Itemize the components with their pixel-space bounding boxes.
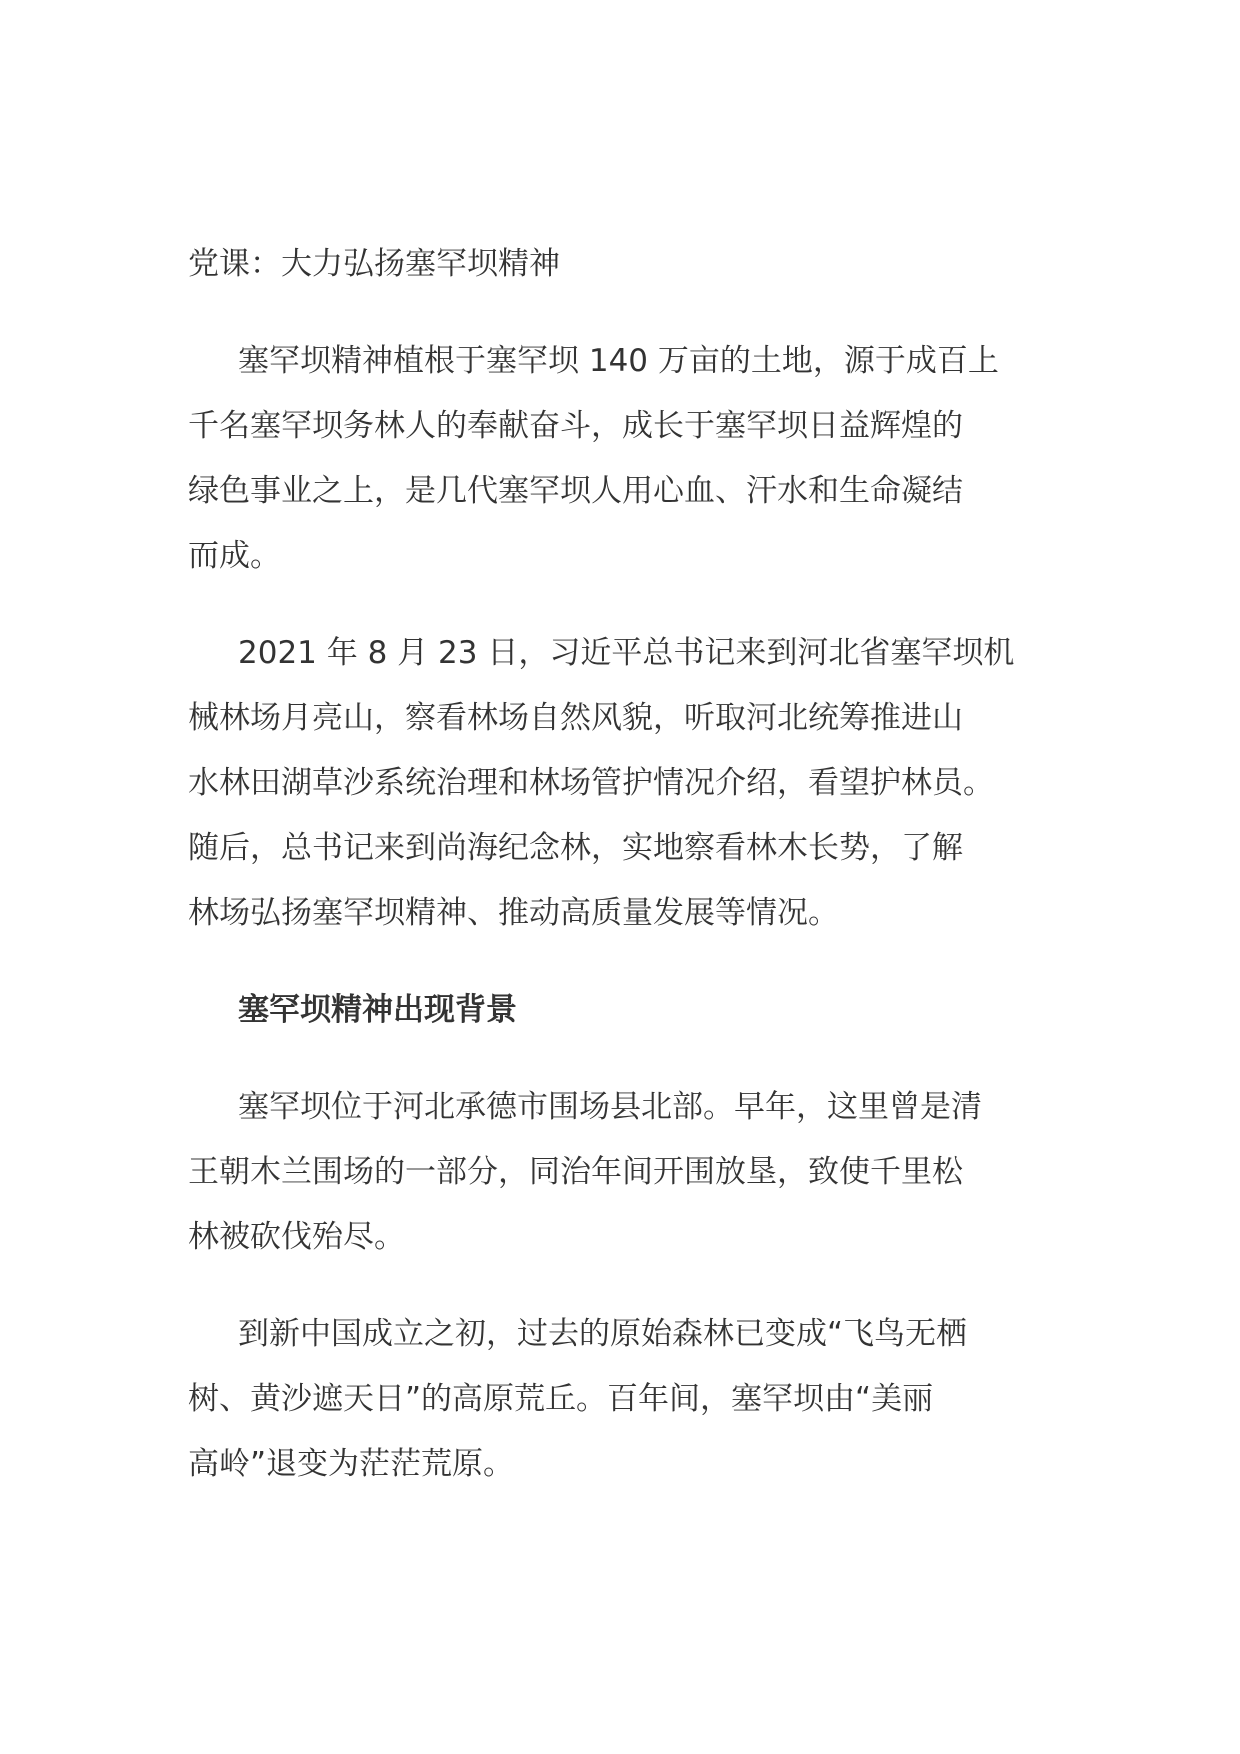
paragraph-3 <box>188 1075 1068 1270</box>
paragraph-line: 水林田湖草沙系统治理和林场管护情况介绍，看望护林员。 <box>188 765 994 801</box>
paragraph-line: 林被砍伐殆尽。 <box>188 1219 405 1255</box>
paragraph-1 <box>188 329 1068 589</box>
paragraph-line: 塞罕坝精神植根于塞罕坝 140 万亩的土地，源于成百上 <box>238 343 999 379</box>
paragraph-line: 2021 年 8 月 23 日，习近平总书记来到河北省塞罕坝机 <box>238 635 1015 671</box>
paragraph-4 <box>188 1302 1068 1497</box>
paragraph-line: 王朝木兰围场的一部分，同治年间开围放垦，致使千里松 <box>188 1154 963 1190</box>
paragraph-line: 树、黄沙遮天日”的高原荒丘。百年间，塞罕坝由“美丽 <box>188 1381 934 1417</box>
paragraph-line: 林场弘扬塞罕坝精神、推动高质量发展等情况。 <box>188 895 839 931</box>
paragraph-2 <box>188 621 1068 946</box>
paragraph-line: 械林场月亮山，察看林场自然风貌，听取河北统筹推进山 <box>188 700 963 736</box>
section-heading: 塞罕坝精神出现背景 <box>238 992 517 1028</box>
paragraph-line: 塞罕坝位于河北承德市围场县北部。早年，这里曾是清 <box>238 1089 982 1125</box>
document-body <box>188 232 1068 1529</box>
paragraph-line: 而成。 <box>188 538 281 574</box>
paragraph-line: 千名塞罕坝务林人的奉献奋斗，成长于塞罕坝日益辉煌的 <box>188 408 963 444</box>
paragraph-line: 随后，总书记来到尚海纪念林，实地察看林木长势，了解 <box>188 830 963 866</box>
paragraph-line: 绿色事业之上，是几代塞罕坝人用心血、汗水和生命凝结 <box>188 473 963 509</box>
paragraph-line: 高岭”退变为茫茫荒原。 <box>188 1446 515 1482</box>
document-title: 党课：大力弘扬塞罕坝精神 <box>188 246 560 282</box>
paragraph-line: 到新中国成立之初，过去的原始森林已变成“飞鸟无栖 <box>238 1316 968 1352</box>
